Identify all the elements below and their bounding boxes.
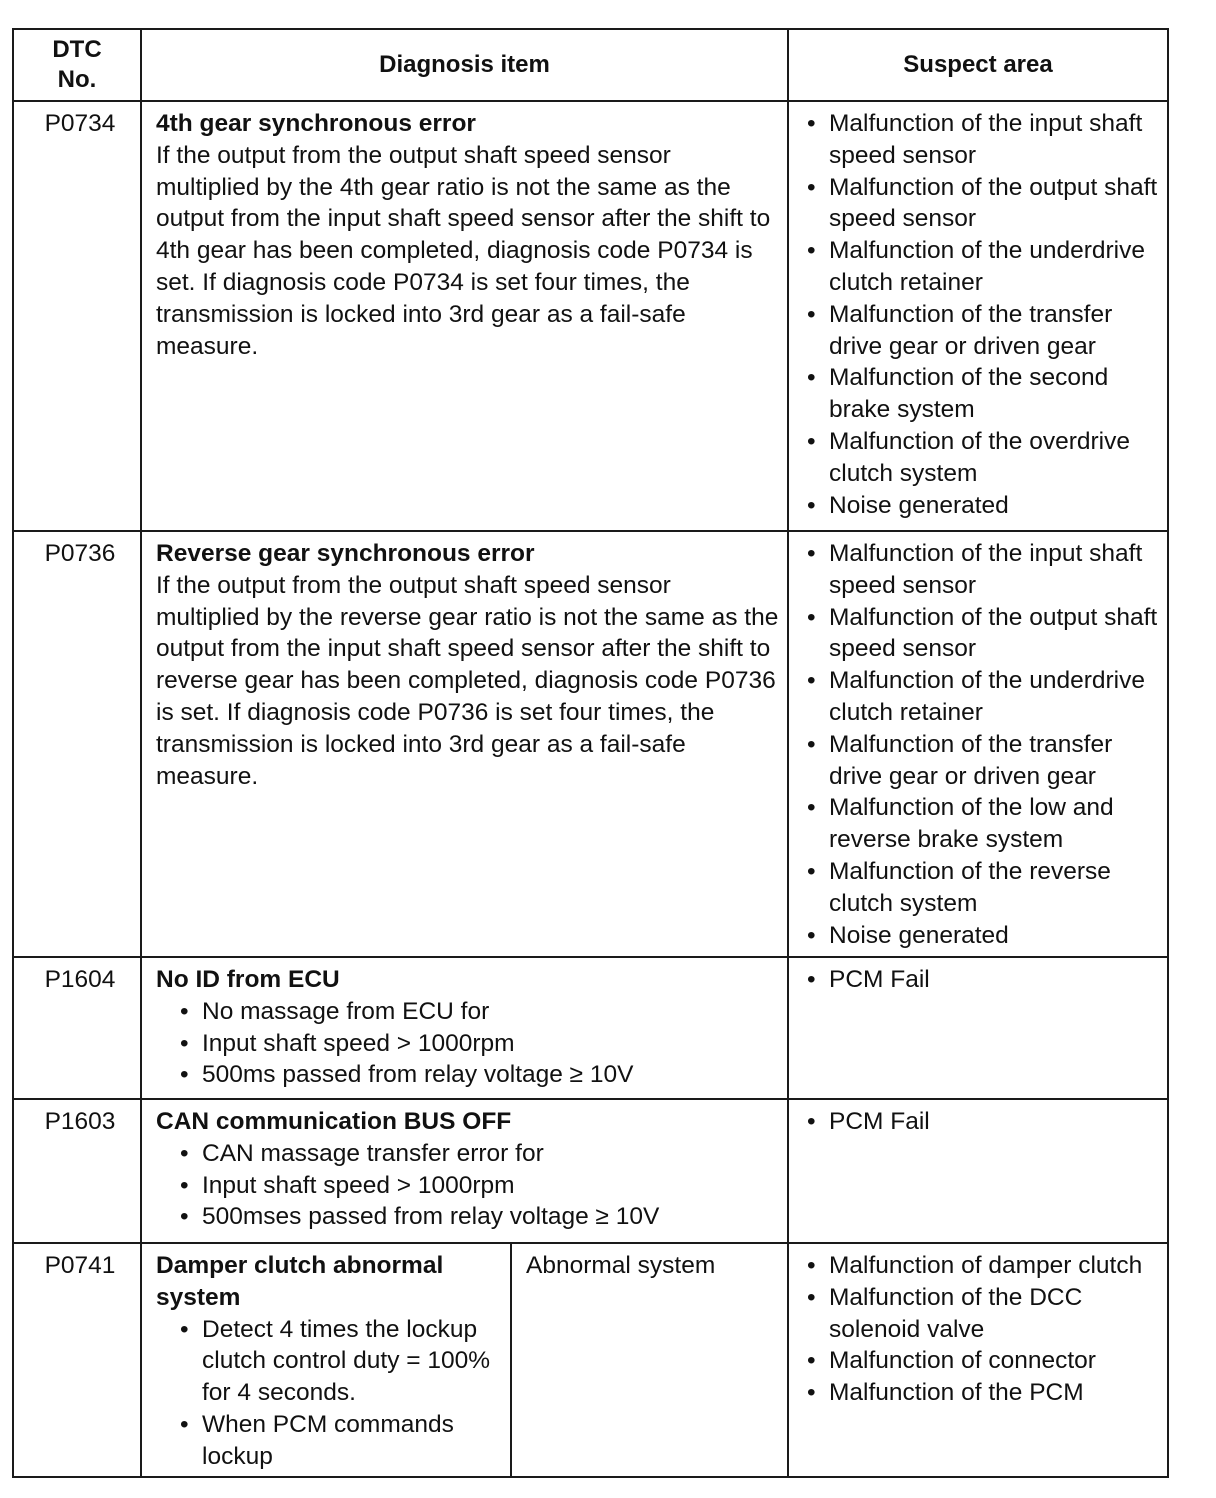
table-row [13, 1099, 1168, 1243]
list-item: • Malfunction of the input shaft speed sensor [803, 108, 1159, 172]
diagnosis-cell [141, 101, 788, 531]
header-row [13, 29, 1168, 101]
list-item: • 500ms passed from relay voltage ≥ 10V [176, 1059, 779, 1091]
list-item: • Malfunction of the reverse clutch system [803, 856, 1159, 920]
diagnosis-title: No ID from ECU [156, 966, 340, 993]
diagnosis-description: If the output from the output shaft speed sensor multiplied by the 4th gear ratio is not the same as the output from the input shaft speed sensor after the shift to 4th gear has been completed, diagnosis code P0734 is set. If diagnosis code P0734 is set four times, the transmission is locked into 3rd gear as a fail-safe measure. [156, 141, 771, 360]
header-dtc-no [13, 29, 141, 101]
list-item: • No massage from ECU for [176, 996, 779, 1028]
list-item: • Malfunction of the transfer drive gear or driven gear [803, 299, 1159, 363]
diagnosis-title: CAN communication BUS OFF [156, 1108, 512, 1135]
list-item: • Malfunction of the PCM [803, 1377, 1159, 1409]
header-suspect-area: Suspect area [788, 29, 1168, 101]
suspect-list [803, 964, 1159, 996]
suspect-list [803, 538, 1159, 951]
list-item: • Malfunction of damper clutch [803, 1250, 1159, 1282]
list-item: • Malfunction of the output shaft speed sensor [803, 602, 1159, 666]
suspect-cell [788, 101, 1168, 531]
dtc-code: P1604 [13, 957, 141, 1099]
list-item: • Malfunction of the underdrive clutch retainer [803, 665, 1159, 729]
list-item: • Malfunction of the low and reverse brake system [803, 792, 1159, 856]
suspect-cell [788, 1243, 1168, 1477]
diagnosis-cell [141, 1099, 788, 1243]
diagnosis-split [142, 1244, 787, 1476]
list-item: • Malfunction of the output shaft speed sensor [803, 172, 1159, 236]
diagnosis-side-note: Abnormal system [526, 1252, 716, 1279]
dtc-code: P0734 [13, 101, 141, 531]
list-item: • Malfunction of the overdrive clutch system [803, 426, 1159, 490]
dtc-code: P1603 [13, 1099, 141, 1243]
header-dtc-line1: DTC [52, 36, 102, 63]
diagnosis-title: 4th gear synchronous error [156, 110, 476, 137]
list-item: • Detect 4 times the lockup clutch control duty = 100% for 4 seconds. [176, 1314, 500, 1409]
list-item: • Malfunction of the second brake system [803, 362, 1159, 426]
dtc-table [12, 28, 1169, 1478]
list-item: • Malfunction of the transfer drive gear or driven gear [803, 729, 1159, 793]
condition-list [176, 1314, 500, 1473]
list-item: • PCM Fail [803, 964, 1159, 996]
diagnosis-cell [141, 957, 788, 1099]
list-item: • Malfunction of the input shaft speed sensor [803, 538, 1159, 602]
list-item: • CAN massage transfer error for [176, 1138, 779, 1170]
list-item: • Malfunction of connector [803, 1345, 1159, 1377]
list-item: • Input shaft speed > 1000rpm [176, 1170, 779, 1202]
suspect-cell [788, 957, 1168, 1099]
list-item: • When PCM commands lockup [176, 1409, 500, 1473]
suspect-cell [788, 531, 1168, 957]
dtc-code: P0736 [13, 531, 141, 957]
list-item: • Noise generated [803, 920, 1159, 952]
diagnosis-description: If the output from the output shaft speed sensor multiplied by the reverse gear ratio is not the same as the output from the input shaft speed sensor after the shift to reverse gear has been completed, diagnosis code P0736 is set. If diagnosis code P0736 is set four times, the transmission is locked into 3rd gear as a fail-safe measure. [156, 571, 779, 790]
table-row [13, 957, 1168, 1099]
list-item: • Malfunction of the underdrive clutch retainer [803, 235, 1159, 299]
diagnosis-title: Damper clutch abnormal system [156, 1252, 444, 1311]
diagnosis-left [142, 1244, 512, 1476]
list-item: • Input shaft speed > 1000rpm [176, 1028, 779, 1060]
dtc-code: P0741 [13, 1243, 141, 1477]
diagnosis-title: Reverse gear synchronous error [156, 540, 535, 567]
condition-list [176, 996, 779, 1091]
header-dtc-line2: No. [57, 66, 97, 93]
suspect-cell [788, 1099, 1168, 1243]
list-item: • Noise generated [803, 490, 1159, 522]
header-diagnosis-item: Diagnosis item [141, 29, 788, 101]
table-row [13, 1243, 1168, 1477]
diagnosis-cell [141, 1243, 788, 1477]
suspect-list [803, 1250, 1159, 1409]
table-row [13, 101, 1168, 531]
condition-list [176, 1138, 779, 1233]
suspect-list [803, 1106, 1159, 1138]
list-item: • 500mses passed from relay voltage ≥ 10V [176, 1201, 779, 1233]
list-item: • Malfunction of the DCC solenoid valve [803, 1282, 1159, 1346]
list-item: • PCM Fail [803, 1106, 1159, 1138]
diagnosis-cell [141, 531, 788, 957]
suspect-list [803, 108, 1159, 521]
table-row [13, 531, 1168, 957]
